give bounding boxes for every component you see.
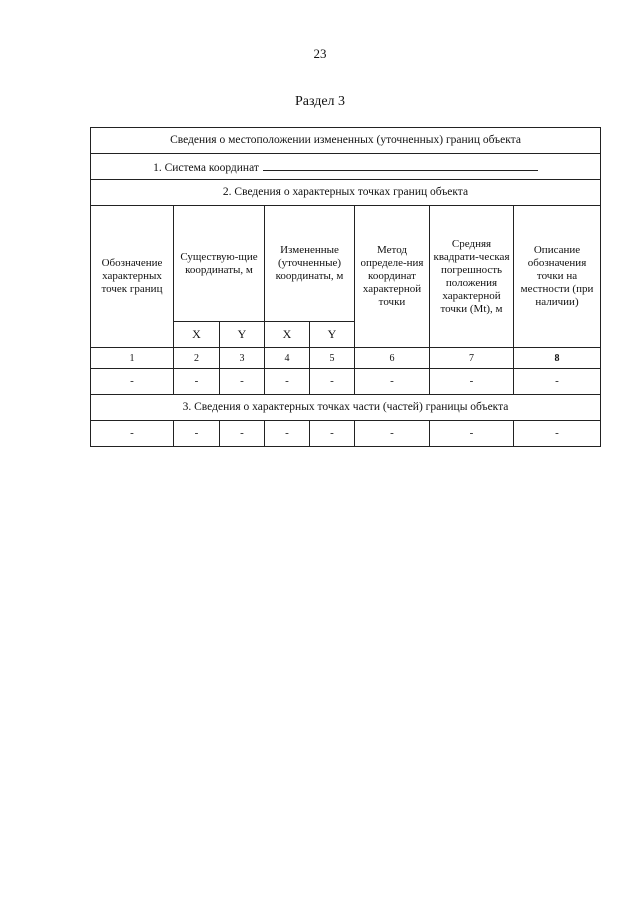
table-cell: - [310,369,355,395]
header-method: Метод определе-ния координат характерной точки [355,206,430,348]
header-changed-y: Y [310,322,355,348]
column-number: 7 [430,348,514,369]
column-number: 2 [174,348,220,369]
boundary-table [90,127,601,447]
table-cell: - [265,421,310,447]
coordinate-system-label: 1. Система координат [153,161,259,174]
coordinate-system-row [91,154,601,180]
header-point-designation: Обозначение характерных точек границ [91,206,174,348]
header-changed-coordinates: Измененные (уточненные) координаты, м [265,206,355,322]
table-cell: - [174,369,220,395]
section-title: Раздел 3 [294,94,346,109]
header-existing-coordinates: Существую-щие координаты, м [174,206,265,322]
table-cell: - [355,369,430,395]
column-number: 3 [220,348,265,369]
characteristic-points-heading: 2. Сведения о характерных точках границ объекта [91,180,601,206]
column-number: 5 [310,348,355,369]
table-cell: - [91,421,174,447]
page-number: 23 [313,46,327,61]
table-cell: - [355,421,430,447]
table-cell: - [220,421,265,447]
header-existing-y: Y [220,322,265,348]
table-cell: - [430,421,514,447]
coordinate-system-blank [263,159,538,171]
table-cell: - [265,369,310,395]
table-cell: - [514,369,601,395]
table-title: Сведения о местоположении измененных (уточненных) границ объекта [91,128,601,154]
table-cell: - [514,421,601,447]
header-mean-square-error: Средняя квадрати-ческая погрешность положения характерной точки (Mt), м [430,206,514,348]
table-cell: - [430,369,514,395]
column-number: 6 [355,348,430,369]
column-number: 4 [265,348,310,369]
header-changed-x: X [265,322,310,348]
column-number: 8 [514,348,601,369]
table-cell: - [220,369,265,395]
table-cell: - [91,369,174,395]
column-number: 1 [91,348,174,369]
table-cell: - [174,421,220,447]
header-existing-x: X [174,322,220,348]
header-point-description: Описание обозначения точки на местности (при наличии) [514,206,601,348]
table-cell: - [310,421,355,447]
part-boundary-points-heading: 3. Сведения о характерных точках части (частей) границы объекта [91,395,601,421]
